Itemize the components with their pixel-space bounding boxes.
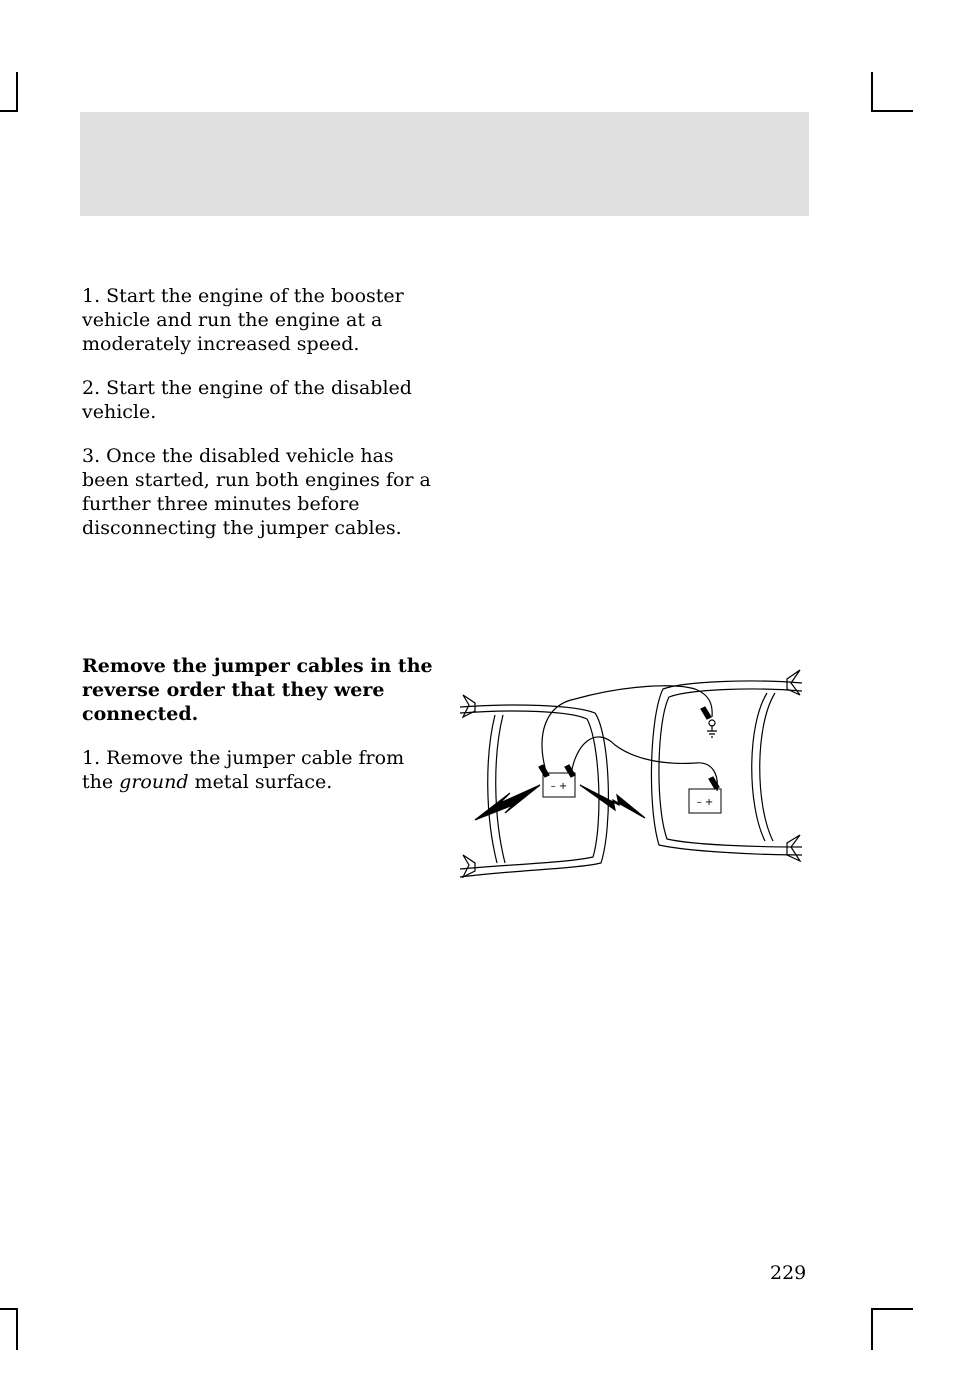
- disabled-vehicle-outline: [651, 670, 802, 861]
- booster-battery-terminals: – +: [550, 781, 568, 792]
- page-number: 229: [770, 1262, 807, 1284]
- disabled-battery: [689, 789, 721, 813]
- crop-mark-bottom-left-v: [16, 1308, 18, 1350]
- crop-mark-top-left-h: [0, 110, 18, 112]
- crop-mark-top-left-v: [16, 72, 18, 112]
- jumper-cable-illustration: [455, 665, 807, 890]
- section-removing-cables: [82, 654, 434, 814]
- header-band: [80, 112, 809, 216]
- jumper-cable-diagram: [455, 665, 807, 890]
- booster-vehicle-outline: [460, 695, 608, 877]
- crop-mark-bottom-right-v: [871, 1308, 873, 1350]
- crop-mark-bottom-right-h: [871, 1308, 913, 1310]
- step-remove-ground-cable: 1. Remove the jumper cable from the ground metal surface.: [82, 747, 405, 793]
- section-starting-steps: [82, 284, 434, 560]
- crop-mark-top-right-v: [871, 72, 873, 112]
- cable-clamps: [539, 707, 719, 789]
- jumper-cables: [542, 686, 717, 791]
- ground-emphasis: ground: [119, 771, 189, 793]
- step-start-disabled: 2. Start the engine of the disabled vehicle.: [82, 377, 412, 423]
- step-start-booster: 1. Start the engine of the booster vehicle and run the engine at a moderately increased speed.: [82, 285, 404, 355]
- step-run-both-engines: 3. Once the disabled vehicle has been started, run both engines for a further three minutes before disconnecting the jumper cables.: [82, 445, 431, 539]
- removal-heading: Remove the jumper cables in the reverse order that they were connected.: [82, 655, 433, 725]
- crop-mark-top-right-h: [871, 110, 913, 112]
- disabled-battery-terminals: – +: [696, 797, 714, 808]
